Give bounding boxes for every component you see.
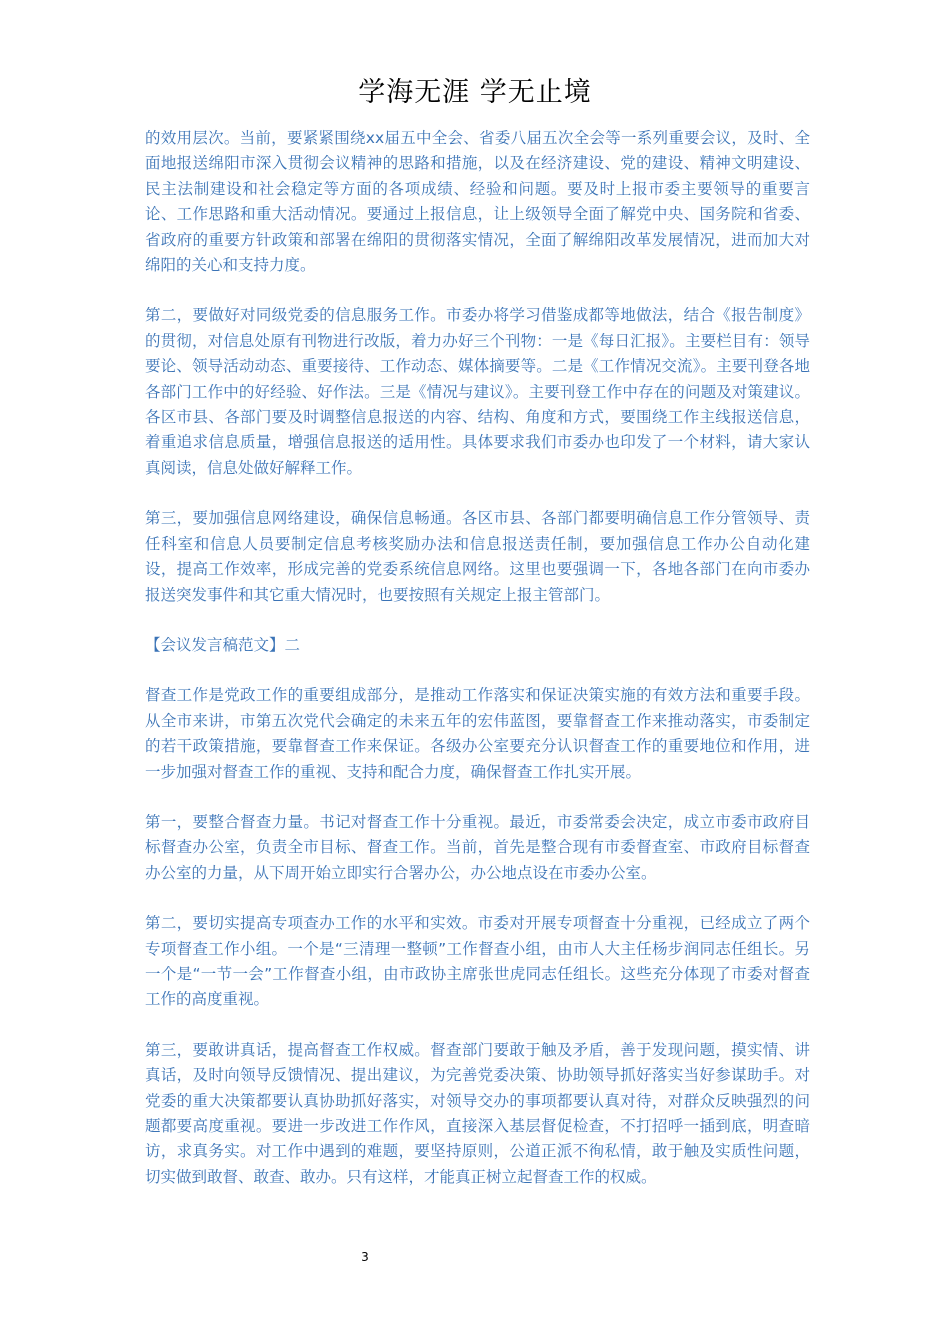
paragraph: 第三，要加强信息网络建设，确保信息畅通。各区市县、各部门都要明确信息工作分管领导、责任科室和信息人员要制定信息考核奖励办法和信息报送责任制，要加强信息工作办公自动化建设，提高工作效率，形成完善的党委系统信息网络。这里也要强调一下，各地各部门在向市委办报送突发事件和其它重大情况时，也要按照有关规定上报主管部门。 <box>145 509 810 604</box>
page-header-title: 学海无涯 学无止境 <box>358 77 592 108</box>
document-body <box>145 126 810 1215</box>
paragraph: 督查工作是党政工作的重要组成部分，是推动工作落实和保证决策实施的有效方法和重要手段。从全市来讲，市第五次党代会确定的未来五年的宏伟蓝图，要靠督查工作来推动落实，市委制定的若干政策措施，要靠督查工作来保证。各级办公室要充分认识督查工作的重要地位和作用，进一步加强对督查工作的重视、支持和配合力度，确保督查工作扎实开展。 <box>145 686 810 781</box>
paragraph: 第二，要切实提高专项查办工作的水平和实效。市委对开展专项督查十分重视，已经成立了两个专项督查工作小组。一个是“三清理一整顿”工作督查小组，由市人大主任杨步润同志任组长。另一个是“一节一会”工作督查小组，由市政协主席张世虎同志任组长。这些充分体现了市委对督查工作的高度重视。 <box>145 914 810 1009</box>
paragraph: 第二，要做好对同级党委的信息服务工作。市委办将学习借鉴成都等地做法，结合《报告制度》的贯彻，对信息处原有刊物进行改版，着力办好三个刊物：一是《每日汇报》。主要栏目有：领导要论、领导活动动态、重要接待、工作动态、媒体摘要等。二是《工作情况交流》。主要刊登各地各部门工作中的好经验、好作法。三是《情况与建议》。主要刊登工作中存在的问题及对策建议。各区市县、各部门要及时调整信息报送的内容、结构、角度和方式，要围绕工作主线报送信息，着重追求信息质量，增强信息报送的适用性。具体要求我们市委办也印发了一个材料，请大家认真阅读，信息处做好解释工作。 <box>145 306 810 477</box>
paragraph: 第三，要敢讲真话，提高督查工作权威。督查部门要敢于触及矛盾，善于发现问题，摸实情、讲真话，及时向领导反馈情况、提出建议，为完善党委决策、协助领导抓好落实当好参谋助手。对党委的重大决策都要认真协助抓好落实，对领导交办的事项都要认真对待，对群众反映强烈的问题都要高度重视。要进一步改进工作作风，直接深入基层督促检查，不打招呼一插到底，明查暗访，求真务实。对工作中遇到的难题，要坚持原则，公道正派不徇私情，敢于触及实质性问题，切实做到敢督、敢查、敢办。只有这样，才能真正树立起督查工作的权威。 <box>145 1040 810 1186</box>
section-heading: 【会议发言稿范文】二 <box>145 635 301 654</box>
paragraph: 的效用层次。当前，要紧紧围绕xx届五中全会、省委八届五次全会等一系列重要会议，及时、全面地报送绵阳市深入贯彻会议精神的思路和措施，以及在经济建设、党的建设、精神文明建设、民主法制建设和社会稳定等方面的各项成绩、经验和问题。要及时上报市委主要领导的重要言论、工作思路和重大活动情况。要通过上报信息，让上级领导全面了解党中央、国务院和省委、省政府的重要方针政策和部署在绵阳的贯彻落实情况，全面了解绵阳改革发展情况，进而加大对绵阳的关心和支持力度。 <box>145 129 810 275</box>
page-number: 3 <box>361 1250 369 1264</box>
paragraph: 第一，要整合督查力量。书记对督查工作十分重视。最近，市委常委会决定，成立市委市政府目标督查办公室，负责全市目标、督查工作。当前，首先是整合现有市委督查室、市政府目标督查办公室的力量，从下周开始立即实行合署办公，办公地点设在市委办公室。 <box>145 812 810 882</box>
